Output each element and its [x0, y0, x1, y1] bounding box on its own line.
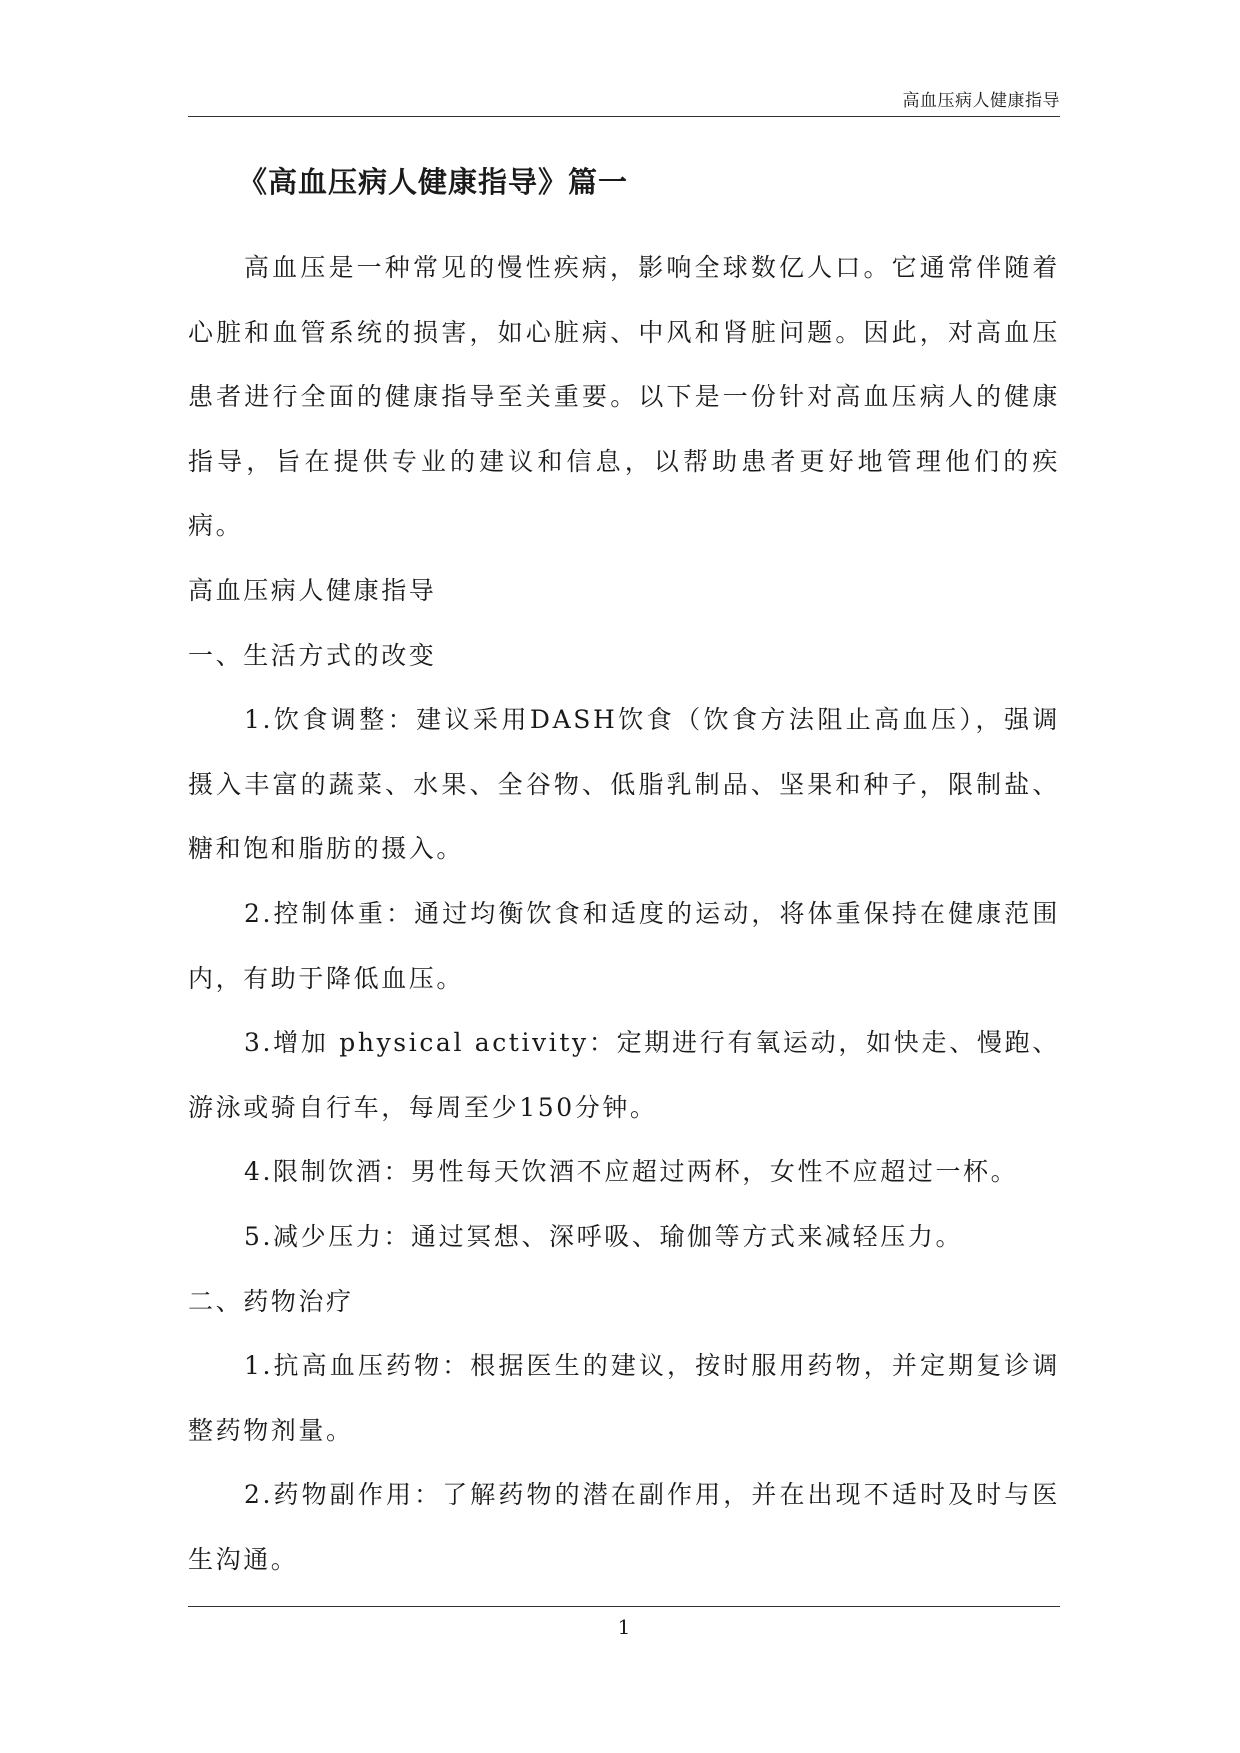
section-heading-lifestyle: 一、生活方式的改变: [188, 640, 437, 670]
running-header: 高血压病人健康指导: [902, 91, 1060, 111]
header-divider: [188, 116, 1060, 117]
subtitle-line: 高血压病人健康指导: [188, 575, 437, 605]
document-body: [188, 236, 1060, 1592]
list-item-weight: 2.控制体重：通过均衡饮食和适度的运动，将体重保持在健康范围内，有助于降低血压。: [188, 898, 1060, 993]
list-item-stress: 5.减少压力：通过冥想、深呼吸、瑜伽等方式来减轻压力。: [244, 1221, 964, 1251]
document-title: 《高血压病人健康指导》篇一: [238, 165, 629, 199]
page-number: 1: [617, 1615, 631, 1639]
list-item-alcohol: 4.限制饮酒：男性每天饮酒不应超过两杯，女性不应超过一杯。: [244, 1157, 1019, 1187]
list-item-side-effects: 2.药物副作用：了解药物的潜在副作用，并在出现不适时及时与医生沟通。: [188, 1480, 1060, 1574]
footer-divider: [188, 1606, 1060, 1607]
section-heading-medication: 二、药物治疗: [188, 1286, 354, 1316]
list-item-diet: 1.饮食调整：建议采用DASH饮食（饮食方法阻止高血压），强调摄入丰富的蔬菜、水果、全谷物、低脂乳制品、坚果和种子，限制盐、糖和饱和脂肪的摄入。: [188, 705, 1060, 864]
list-item-activity: 3.增加 physical activity：定期进行有氧运动，如快走、慢跑、游泳或骑自行车，每周至少150分钟。: [188, 1028, 1060, 1122]
list-item-antihypertensive: 1.抗高血压药物：根据医生的建议，按时服用药物，并定期复诊调整药物剂量。: [188, 1351, 1060, 1445]
intro-paragraph: 高血压是一种常见的慢性疾病，影响全球数亿人口。它通常伴随着心脏和血管系统的损害，如心脏病、中风和肾脏问题。因此，对高血压患者进行全面的健康指导至关重要。以下是一份针对高血压病人的健康指导，旨在提供专业的建议和信息，以帮助患者更好地管理他们的疾病。: [188, 253, 1060, 541]
